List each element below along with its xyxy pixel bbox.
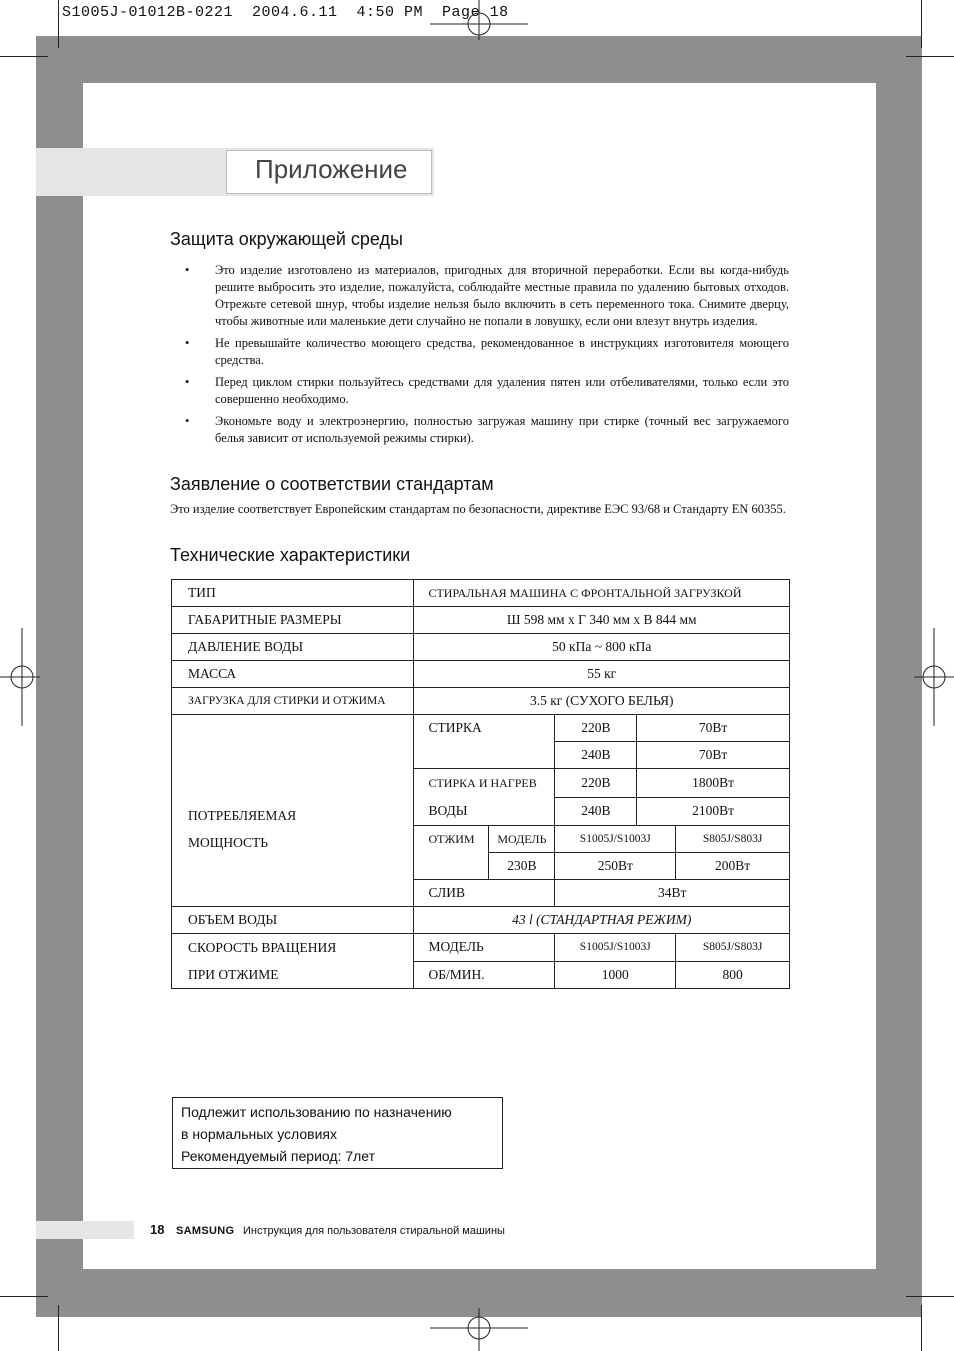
page-title: Приложение [255,154,408,184]
speed-label-line: СКОРОСТЬ ВРАЩЕНИЯ [188,940,337,955]
conformity-heading: Заявление о соответствии стандартам [170,474,494,494]
wash-heat-line: ВОДЫ [428,803,468,818]
spin-model-a: S1005J/S1003J [555,826,676,853]
wash-voltage: 240В [555,742,637,769]
speed-label-line: ПРИ ОТЖИМЕ [188,967,279,982]
usage-note [172,1097,503,1169]
table-row [172,661,790,688]
table-row [172,715,790,742]
table-row [172,634,790,661]
list-item: • Это изделие изготовлено из материалов, пригодных для вторичной переработки. Если вы когда-нибудь решите выбросить это изделие, пожалуйста, соблюдайте местные правила по удалению бытовых отходов. Отрежьте сетевой шнур, чтобы изделие нельзя было включить в сеть переменного тока. Снимите дверцу, чтобы животные или маленькие дети случайно не попали в ловушку, если они влезут внутрь изделия. [185,263,789,328]
power-label-line: МОЩНОСТЬ [188,834,269,850]
wash-label: СТИРКА [414,715,555,769]
registration-mark-top [430,0,528,40]
dims-value: Ш 598 мм х Г 340 мм х В 844 мм [414,607,790,634]
wash-heat-line: СТИРКА И НАГРЕВ [428,776,537,790]
pressure-value: 50 кПа ~ 800 кПа [414,634,790,661]
spin-model-b: S805J/S803J [676,826,790,853]
table-row [172,688,790,715]
pressure-label: ДАВЛЕНИЕ ВОДЫ [172,634,414,661]
env-bullet-list [185,262,789,452]
specs-table [171,579,790,989]
speed-rpm-a: 1000 [555,961,676,989]
wash-power: 70Вт [637,742,790,769]
list-item: • Не превышайте количество моющего средства, рекомендованное в инструкциях изготовителя моющего средства. [185,336,789,367]
type-label: ТИП [172,580,414,607]
env-heading: Защита окружающей среды [170,229,403,249]
spin-power-b: 200Вт [676,853,790,880]
crop-mark [921,0,922,48]
list-item-text: Экономьте воду и электроэнергию, полностью загружая машину при стирке (точный вес загружаемого белья зависит от используемой режимы стирки). [215,414,789,445]
water-value: 43 l (СТАНДАРТНАЯ РЕЖИМ) [414,907,790,934]
drain-label: СЛИВ [414,880,555,907]
brand-logo: SAMSUNG [176,1225,235,1237]
load-label: ЗАГРУЗКА ДЛЯ СТИРКИ И ОТЖИМА [172,688,414,715]
crop-mark [906,1296,954,1297]
print-header: S1005J-01012B-0221 2004.6.11 4:50 PM Page 18 [62,4,509,21]
list-item-text: Перед циклом стирки пользуйтесь средствами для удаления пятен или отбеливателями, только если это совершенно необходимо. [215,375,789,406]
water-label: ОБЪЕМ ВОДЫ [172,907,414,934]
footer-band [36,1221,134,1239]
crop-mark [0,1296,48,1297]
speed-model-a: S1005J/S1003J [555,934,676,962]
spin-power-a: 250Вт [555,853,676,880]
list-item-text: Это изделие изготовлено из материалов, пригодных для вторичной переработки. Если вы когда-нибудь решите выбросить это изделие, пожалуйста, соблюдайте местные правила по удалению бытовых отходов. Отрежьте сетевой шнур, чтобы изделие нельзя было включить в сеть переменного тока. Снимите дверцу, чтобы животные или маленькие дети случайно не попали в ловушку, если они влезут внутрь изделия. [215,263,789,328]
specs-heading: Технические характеристики [170,545,411,565]
wash-heat-power: 2100Вт [637,797,790,826]
crop-mark [906,56,954,57]
table-row [172,907,790,934]
drain-value: 34Вт [555,880,790,907]
spin-voltage: 230В [489,853,555,880]
list-item-text: Не превышайте количество моющего средства, рекомендованное в инструкциях изготовителя моющего средства. [215,336,789,367]
note-line: Рекомендуемый период: 7лет [181,1148,376,1164]
table-row [172,607,790,634]
wash-voltage: 220В [555,715,637,742]
type-value: СТИРАЛЬНАЯ МАШИНА С ФРОНТАЛЬНОЙ ЗАГРУЗКОЙ [414,580,790,607]
speed-model-b: S805J/S803J [676,934,790,962]
list-item: • Перед циклом стирки пользуйтесь средствами для удаления пятен или отбеливателями, только если это совершенно необходимо. [185,375,789,406]
crop-mark [58,0,59,48]
crop-mark [921,1305,922,1351]
wash-power: 70Вт [637,715,790,742]
spin-model-label: МОДЕЛЬ [489,826,555,853]
registration-mark-left [0,628,40,726]
wash-heat-voltage: 220В [555,769,637,798]
power-label [172,715,414,907]
page-number: 18 [150,1222,165,1237]
power-label-line: ПОТРЕБЛЯЕМАЯ [188,807,297,823]
crop-mark [58,1305,59,1351]
dims-label: ГАБАРИТНЫЕ РАЗМЕРЫ [172,607,414,634]
table-row [172,934,790,962]
speed-model-label: МОДЕЛЬ [414,934,555,962]
list-item: • Экономьте воду и электроэнергию, полностью загружая машину при стирке (точный вес загружаемого белья зависит от используемой режимы стирки). [185,414,789,445]
note-line: Подлежит использованию по назначению [181,1104,452,1120]
spin-label: ОТЖИМ [414,826,489,880]
registration-mark-bottom [430,1308,528,1351]
wash-heat-label [414,769,555,826]
speed-rpm-label: ОБ/МИН. [414,961,555,989]
speed-rpm-b: 800 [676,961,790,989]
mass-label: МАССА [172,661,414,688]
crop-mark [0,56,48,57]
mass-value: 55 кг [414,661,790,688]
wash-heat-voltage: 240В [555,797,637,826]
speed-label [172,934,414,989]
table-row [172,580,790,607]
registration-mark-right [914,628,954,726]
footer-text: Инструкция для пользователя стиральной машины [243,1225,505,1237]
wash-heat-power: 1800Вт [637,769,790,798]
note-line: в нормальных условиях [181,1126,337,1142]
load-value: 3.5 кг (СУХОГО БЕЛЬЯ) [414,688,790,715]
conformity-text: Это изделие соответствует Европейским стандартам по безопасности, директиве ЕЭС 93/68 и Стандарту EN 60355. [170,502,786,516]
